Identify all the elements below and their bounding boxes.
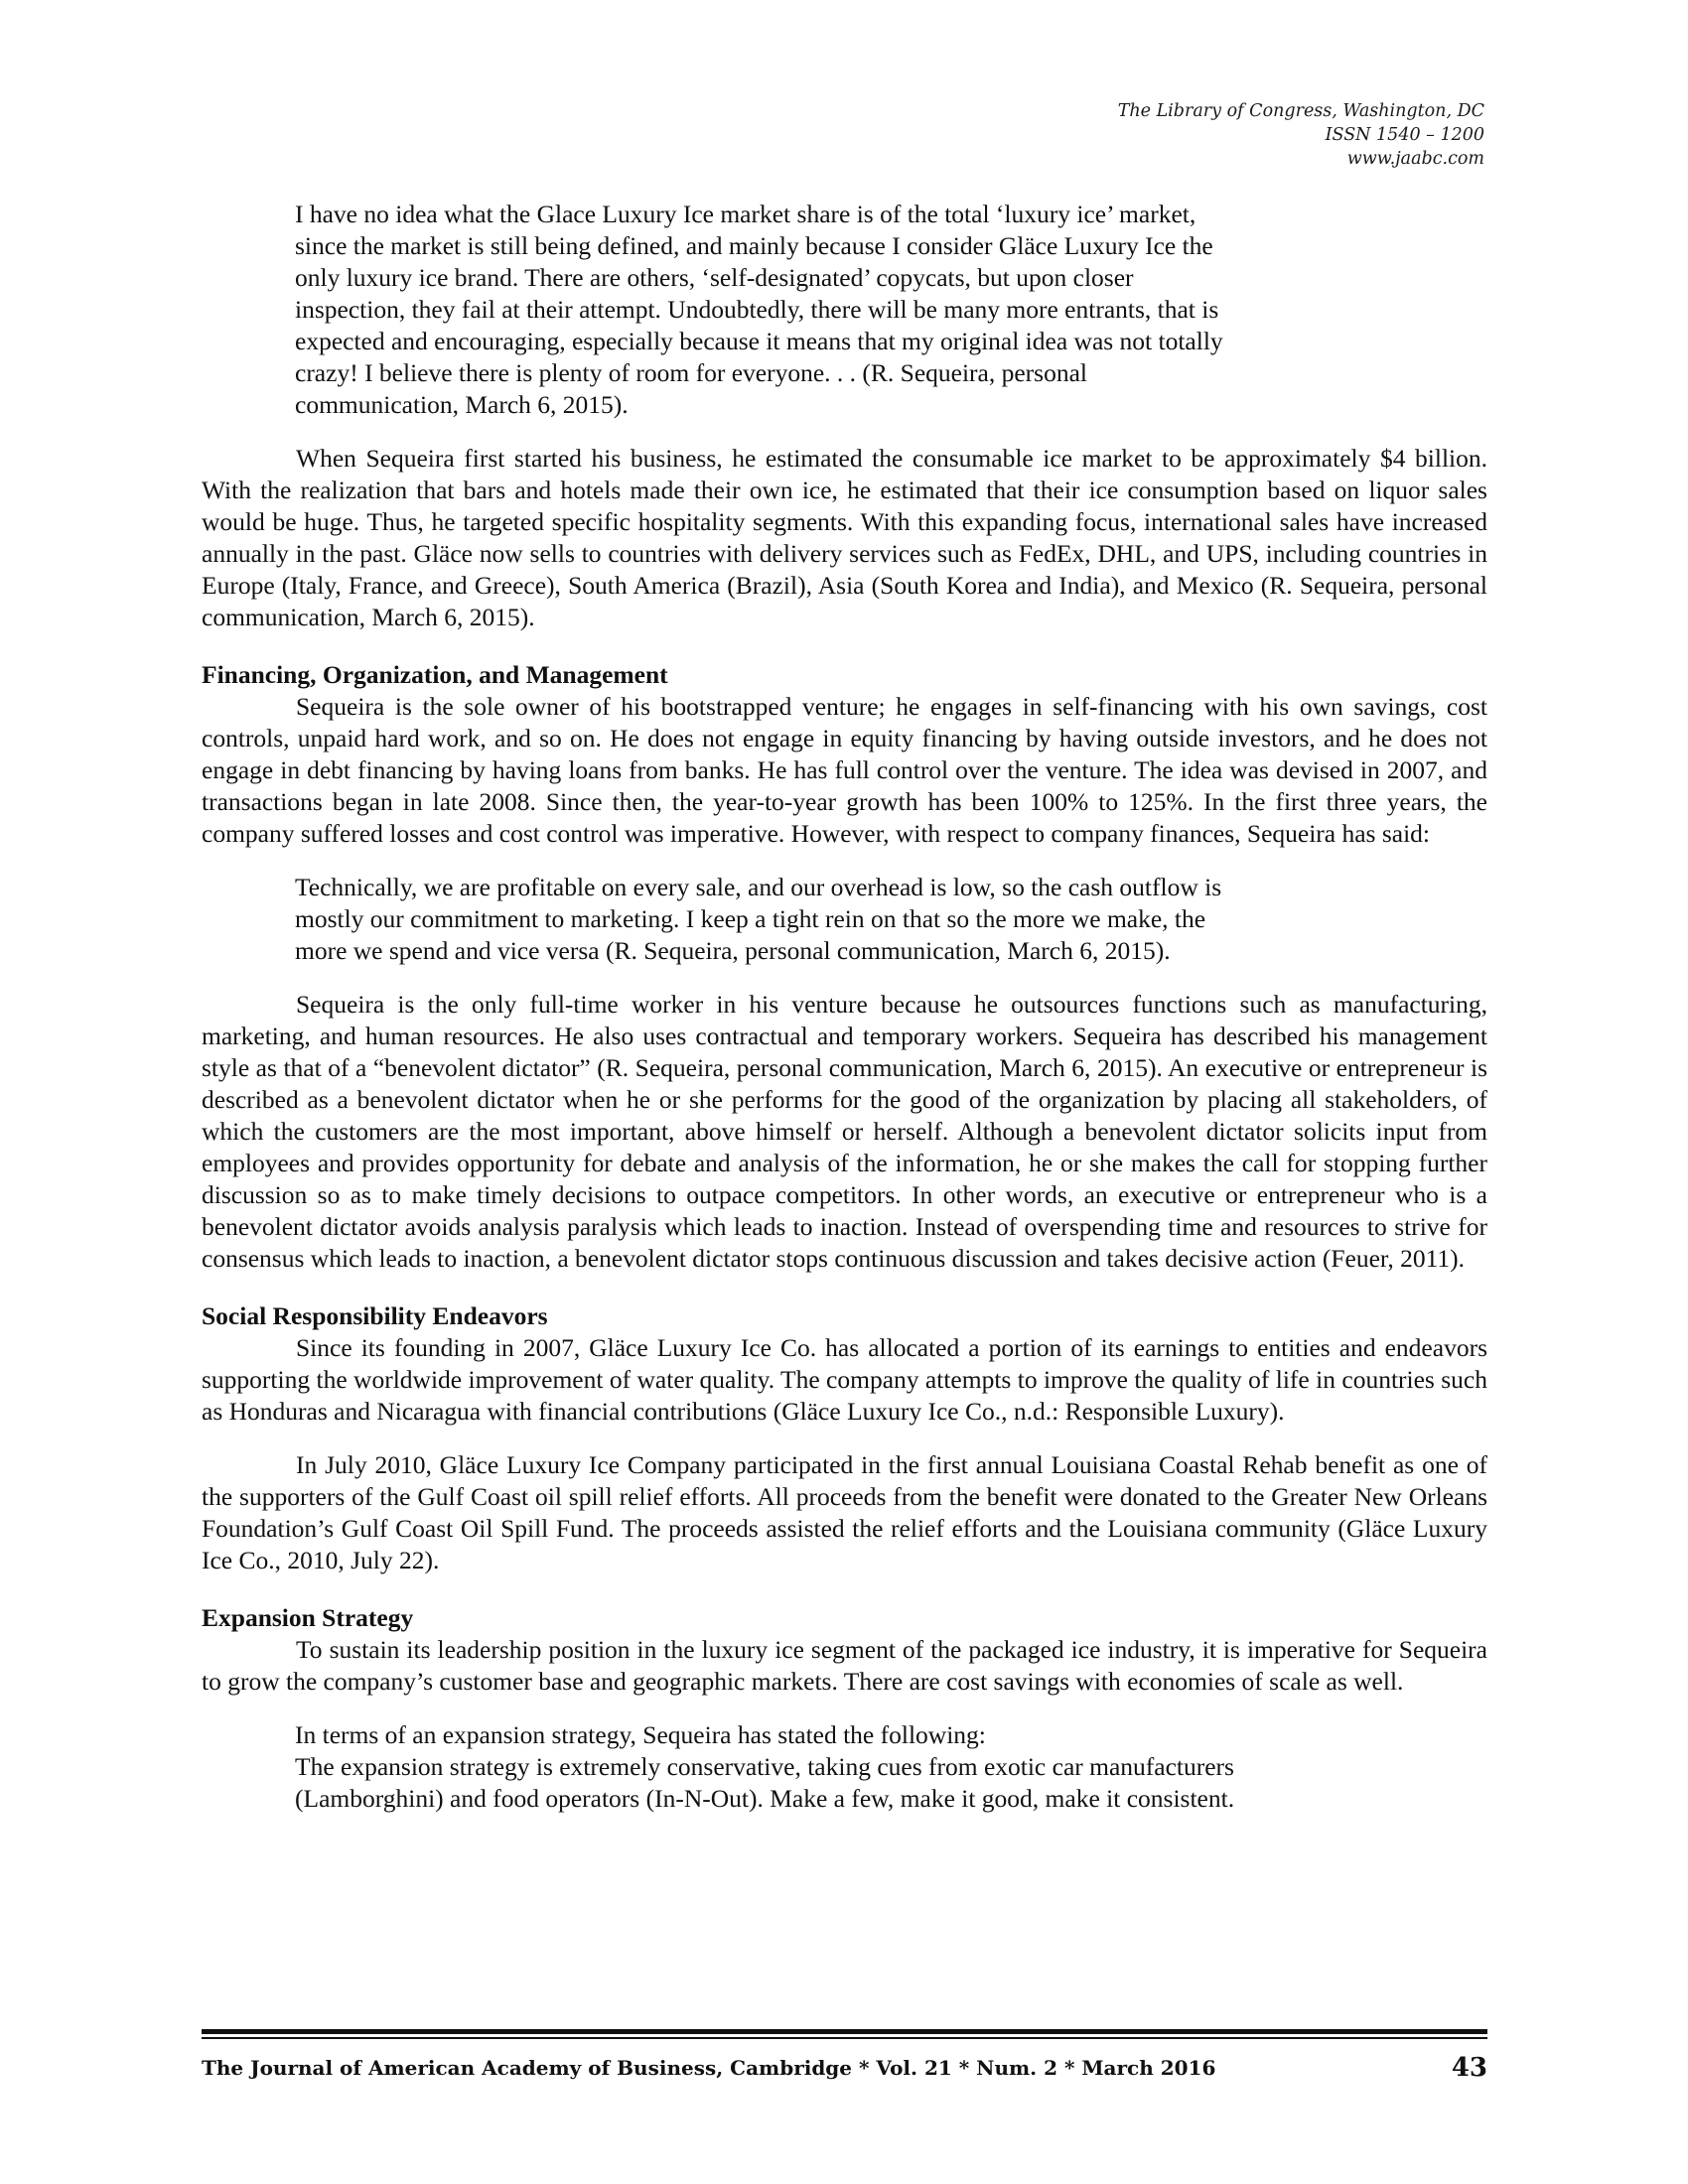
quote-line: only luxury ice brand. There are others, ‘self-designated’ copycats, but upon closer — [295, 263, 1134, 292]
quote-line: I have no idea what the Glace Luxury Ice market share is of the total ‘luxury ice’ market, — [295, 200, 1196, 228]
page-footer — [202, 2051, 1487, 2085]
quote-line: expected and encouraging, especially because it means that my original idea was not totally — [295, 327, 1223, 355]
quote-line: more we spend and vice versa (R. Sequeira, personal communication, March 6, 2015). — [295, 936, 1171, 965]
section-heading-social: Social Responsibility Endeavors — [202, 1301, 548, 1330]
quote-line: (Lamborghini) and food operators (In-N-Out). Make a few, make it good, make it consistent. — [295, 1784, 1235, 1813]
header-website[interactable]: www.jaabc.com — [1346, 149, 1484, 169]
block-quote-market-share — [295, 199, 1337, 421]
page-header — [789, 99, 1484, 171]
header-issn: ISSN 1540 – 1200 — [1325, 125, 1484, 145]
footer-divider-thin — [202, 2037, 1487, 2039]
paragraph-expansion: To sustain its leadership position in the luxury ice segment of the packaged ice industry, it is imperative for Sequeira to grow the company’s customer base and geographic markets. There are cost savings with economies of scale as well. — [202, 1635, 1487, 1696]
quote-line: crazy! I believe there is plenty of room for everyone. . . (R. Sequeira, personal — [295, 358, 1087, 387]
quote-line: communication, March 6, 2015). — [295, 390, 629, 419]
quote-line: since the market is still being defined, and mainly because I consider Gläce Luxury Ice the — [295, 231, 1213, 260]
paragraph-water-quality: Since its founding in 2007, Gläce Luxury Ice Co. has allocated a portion of its earnings to entities and endeavors supporting the worldwide improvement of water quality. The company attempts to improve the quality of life in countries such as Honduras and Nicaragua with financial contributions (Gläce Luxury Ice Co., n.d.: Responsible Luxury). — [202, 1333, 1487, 1426]
block-quote-expansion — [295, 1719, 1337, 1815]
page-number: 43 — [1451, 2053, 1487, 2083]
quote-line: mostly our commitment to marketing. I keep a tight rein on that so the more we make, the — [295, 904, 1206, 933]
paragraph-management: Sequeira is the only full-time worker in his venture because he outsources functions such as manufacturing, marketing, and human resources. He also uses contractual and temporary workers. Sequeira has described his management style as that of a “benevolent dictator” (R. Sequeira, personal communication, March 6, 2015). An executive or entrepreneur is described as a benevolent dictator when he or she performs for the good of the organization by placing all stakeholders, of which the customers are the most important, above himself or herself. Although a benevolent dictator solicits input from employees and provides opportunity for debate and analysis of the information, he or she makes the call for stopping further discussion so as to make timely decisions to outpace competitors. In other words, an executive or entrepreneur who is a benevolent dictator avoids analysis paralysis which leads to inaction. Instead of overspending time and resources to strive for consensus which leads to inaction, a benevolent dictator stops continuous discussion and takes decisive action (Feuer, 2011). — [202, 990, 1487, 1273]
footer-journal-citation: The Journal of American Academy of Business, Cambridge * Vol. 21 * Num. 2 * March 2016 — [202, 2056, 1216, 2080]
block-quote-profitability — [295, 872, 1337, 967]
paragraph-market: When Sequeira first started his business, he estimated the consumable ice market to be approximately $4 billion. With the realization that bars and hotels made their own ice, he estimated that their ice consumption based on liquor sales would be huge. Thus, he targeted specific hospitality segments. With this expanding focus, international sales have increased annually in the past. Gläce now sells to countries with delivery services such as FedEx, DHL, and UPS, including countries in Europe (Italy, France, and Greece), South America (Brazil), Asia (South Korea and India), and Mexico (R. Sequeira, personal communication, March 6, 2015). — [202, 444, 1487, 631]
paragraph-financing: Sequeira is the sole owner of his bootstrapped venture; he engages in self-financing with his own savings, cost controls, unpaid hard work, and so on. He does not engage in equity financing by having outside investors, and he does not engage in debt financing by having loans from banks. He has full control over the venture. The idea was devised in 2007, and transactions began in late 2008. Since then, the year-to-year growth has been 100% to 125%. In the first three years, the company suffered losses and cost control was imperative. However, with respect to company finances, Sequeira has said: — [202, 692, 1487, 848]
quote-intro: In terms of an expansion strategy, Sequeira has stated the following: — [295, 1720, 986, 1749]
section-heading-expansion: Expansion Strategy — [202, 1603, 414, 1632]
section-heading-financing: Financing, Organization, and Management — [202, 660, 668, 689]
quote-line: The expansion strategy is extremely conservative, taking cues from exotic car manufacturers — [295, 1752, 1234, 1781]
quote-line: inspection, they fail at their attempt. Undoubtedly, there will be many more entrants, that is — [295, 295, 1219, 324]
paragraph-gulf-coast: In July 2010, Gläce Luxury Ice Company participated in the first annual Louisiana Coastal Rehab benefit as one of the supporters of the Gulf Coast oil spill relief efforts. All proceeds from the benefit were donated to the Greater New Orleans Foundation’s Gulf Coast Oil Spill Fund. The proceeds assisted the relief efforts and the Louisiana community (Gläce Luxury Ice Co., 2010, July 22). — [202, 1450, 1487, 1574]
footer-divider-thick — [202, 2029, 1487, 2034]
header-publisher: The Library of Congress, Washington, DC — [1117, 101, 1484, 121]
article-body — [202, 199, 1487, 1815]
quote-line: Technically, we are profitable on every sale, and our overhead is low, so the cash outflow is — [295, 873, 1222, 901]
